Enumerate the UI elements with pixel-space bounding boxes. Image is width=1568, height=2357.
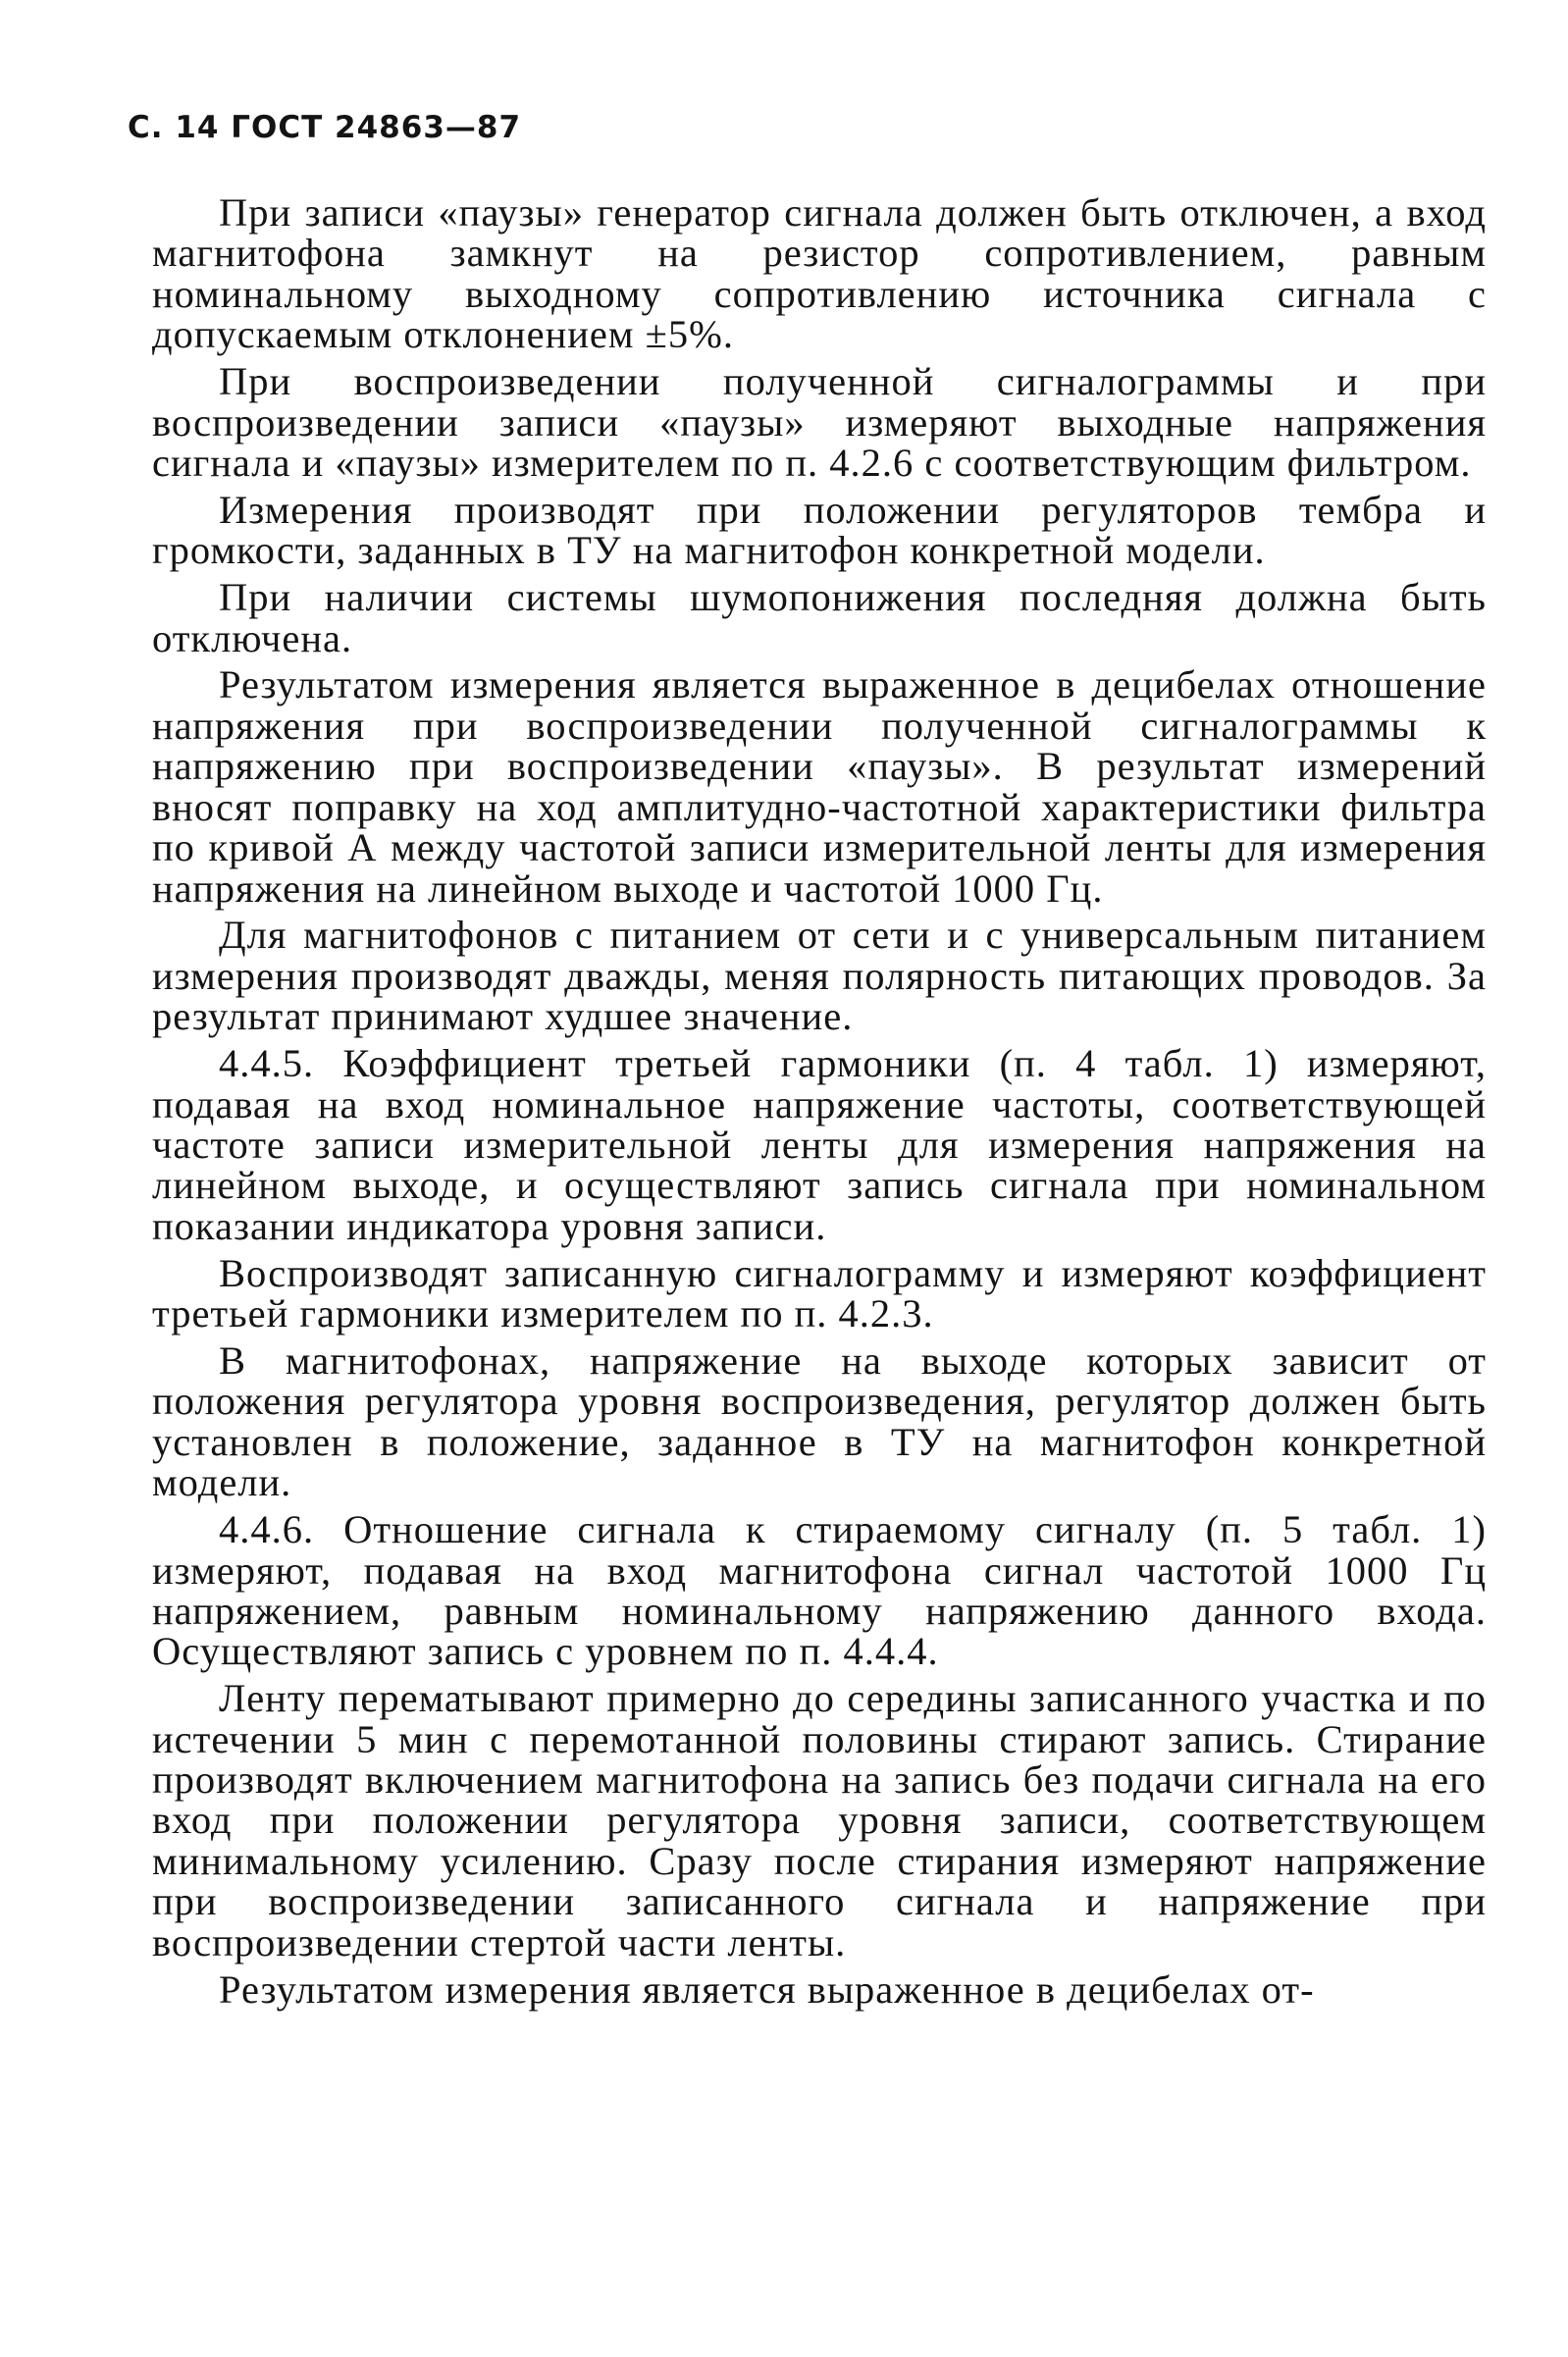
- running-header: С. 14 ГОСТ 24863—87: [128, 110, 522, 145]
- paragraph-mains-power: Для магнитофонов с питанием от сети и с универсальным питанием измерения производят дважды, меняя полярность питающих проводов. За результат принимают худшее значение.: [152, 913, 1487, 1039]
- paragraph-4-4-5-third-harmonic: 4.4.5. Коэффициент третьей гармоники (п. 4 табл. 1) измеряют, подавая на вход номинальное напряжение частоты, соответствующей частоте записи измерительной ленты для измерения напряжения на линейном выходе, и осуществляют запись сигнала при номинальном показании индикатора уровня записи.: [152, 1041, 1487, 1248]
- paragraph-playback-measurement: При воспроизведении полученной сигналограммы и при воспроизведении записи «паузы» измеряют выходные напряжения сигнала и «паузы» измерителем по п. 4.2.6 с соответствующим фильтром.: [152, 359, 1487, 485]
- paragraph-harmonic-playback: Воспроизводят записанную сигналограмму и измеряют коэффициент третьей гармоники измерителем по п. 4.2.3.: [152, 1250, 1487, 1336]
- paragraph-pause-recording: При записи «паузы» генератор сигнала должен быть отключен, а вход магнитофона замкнут на резистор сопротивлением, равным номинальному выходному сопротивлению источника сигнала с допускаемым отклонением ±5%.: [152, 190, 1487, 357]
- body-text: [152, 192, 1487, 2016]
- paragraph-tape-rewind-erase: Ленту перематывают примерно до середины записанного участка и по истечении 5 мин с перемотанной половины стирают запись. Стирание производят включением магнитофона на запись без подачи сигнала на его вход при положении регулятора уровня записи, соответствующем минимальному усилению. Сразу после стирания измеряют напряжение при воспроизведении записанного сигнала и напряжение при воспроизведении стертой части ленты.: [152, 1676, 1487, 1964]
- paragraph-playback-level-regulator: В магнитофонах, напряжение на выходе которых зависит от положения регулятора уровня воспроизведения, регулятор должен быть установлен в положение, заданное в ТУ на магнитофон конкретной модели.: [152, 1337, 1487, 1505]
- paragraph-tone-volume-controls: Измерения производят при положении регуляторов тембра и громкости, заданных в ТУ на магнитофон конкретной модели.: [152, 487, 1487, 573]
- paragraph-final-result: Результатом измерения является выраженное в децибелах от-: [219, 1966, 1315, 2012]
- paragraph-noise-reduction: При наличии системы шумопонижения последняя должна быть отключена.: [152, 575, 1487, 660]
- paragraph-4-4-6-erase-ratio: 4.4.6. Отношение сигнала к стираемому сигналу (п. 5 табл. 1) измеряют, подавая на вход магнитофона сигнал частотой 1000 Гц напряжением, равным номинальному напряжению данного входа. Осуществляют запись с уровнем по п. 4.4.4.: [152, 1507, 1487, 1674]
- paragraph-measurement-result: Результатом измерения является выраженное в децибелах отношение напряжения при воспроизведении полученной сигналограммы к напряжению при воспроизведении «паузы». В результат измерений вносят поправку на ход амплитудно-частотной характеристики фильтра по кривой А между частотой записи измерительной ленты для измерения напряжения на линейном выходе и частотой 1000 Гц.: [152, 662, 1487, 911]
